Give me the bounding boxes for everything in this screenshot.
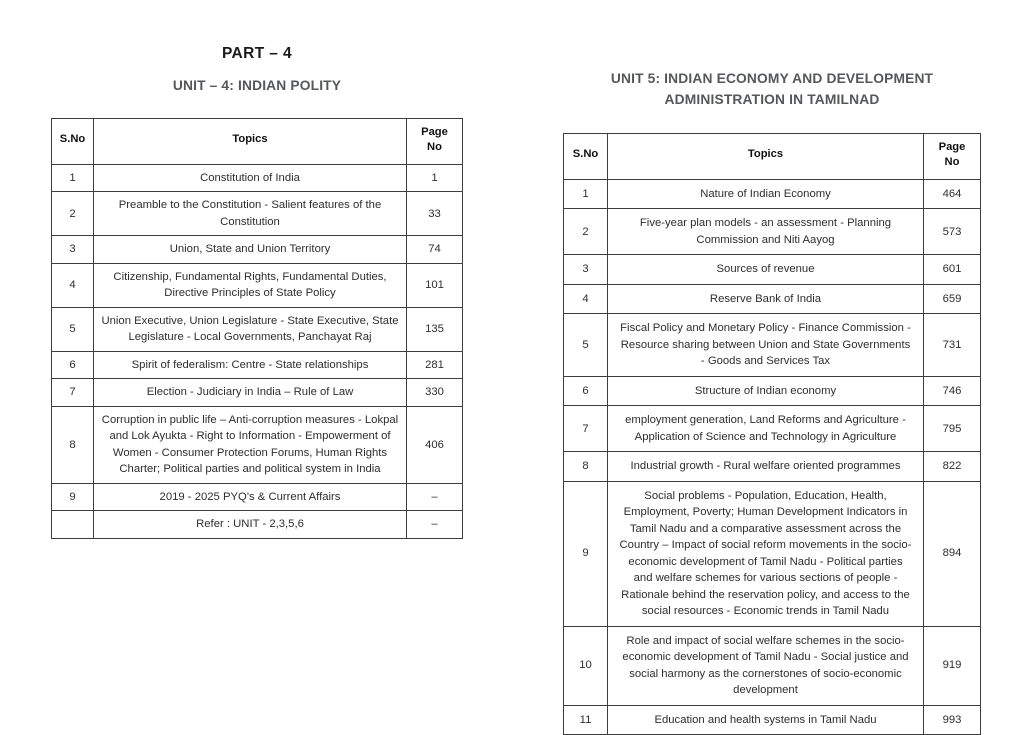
table-row [52,379,463,406]
cell-page-no: 74 [407,236,463,263]
cell-topic: Nature of Indian Economy [608,179,924,208]
column-header-page-line1: Page [938,140,966,153]
cell-topic: Corruption in public life – Anti-corruption measures - Lokpal and Lok Ayukta - Right to Information - Empowerment of Women - Consumer Protection Forums, Human Rights Charter; Political parties and political system in India [94,406,407,483]
cell-sno: 2 [564,209,608,255]
column-header-sno: S.No [52,118,94,164]
left-table-wrapper [51,97,463,539]
cell-topic: Refer : UNIT - 2,3,5,6 [94,511,407,538]
table-row [52,164,463,191]
column-header-page-line2: No [944,155,960,168]
table-row [52,483,463,510]
column-header-topics: Topics [94,118,407,164]
cell-sno: 4 [564,284,608,313]
cell-page-no: 573 [924,209,981,255]
column-header-topics: Topics [608,133,924,179]
column-header-page-line2: No [427,140,442,153]
part-heading: PART – 4 [221,45,293,62]
table-row [564,376,981,405]
cell-topic: Citizenship, Fundamental Rights, Fundamental Duties, Directive Principles of State Policy [94,263,407,307]
right-column [563,0,981,735]
table-row [564,705,981,734]
cell-page-no: 1 [407,164,463,191]
unit-5-heading-line1: UNIT 5: INDIAN ECONOMY AND DEVELOPMENT [610,71,934,86]
table-row [564,626,981,705]
cell-page-no: 822 [924,452,981,481]
column-header-sno: S.No [564,133,608,179]
cell-page-no: – [407,511,463,538]
cell-topic: Constitution of India [94,164,407,191]
cell-topic: Election - Judiciary in India – Rule of Law [94,379,407,406]
cell-page-no: 731 [924,314,981,376]
table-row [52,351,463,378]
left-column [51,0,463,539]
table-row [564,255,981,284]
cell-sno: 11 [564,705,608,734]
table-row [52,236,463,263]
cell-sno: 7 [564,406,608,452]
cell-sno: 9 [564,481,608,626]
cell-sno: 6 [564,376,608,405]
cell-topic: Preamble to the Constitution - Salient features of the Constitution [94,192,407,236]
cell-topic: Fiscal Policy and Monetary Policy - Finance Commission - Resource sharing between Union and State Governments - Goods and Services Tax [608,314,924,376]
header-row [564,133,981,179]
cell-sno: 8 [52,406,94,483]
table-header [564,133,981,179]
cell-topic: Education and health systems in Tamil Nadu [608,705,924,734]
cell-topic: Structure of Indian economy [608,376,924,405]
table-row [52,192,463,236]
cell-topic: Five-year plan models - an assessment - Planning Commission and Niti Aayog [608,209,924,255]
table-row [52,406,463,483]
cell-topic: Union Executive, Union Legislature - State Executive, State Legislature - Local Governments, Panchayat Raj [94,307,407,351]
cell-page-no: 406 [407,406,463,483]
cell-topic: employment generation, Land Reforms and Agriculture - Application of Science and Technology in Agriculture [608,406,924,452]
cell-page-no: 659 [924,284,981,313]
cell-page-no: 993 [924,705,981,734]
header-row [52,118,463,164]
table-body [52,164,463,538]
table-row [564,179,981,208]
cell-topic: Social problems - Population, Education, Health, Employment, Poverty; Human Development Indicators in Tamil Nadu and a comparative assessment across the Country – Impact of social reform movements in the socio-economic development of Tamil Nadu - Political parties and welfare schemes for various sections of people - Rationale behind the reservation policy, and access to the social resources - Economic trends in Tamil Nadu [608,481,924,626]
cell-topic: Industrial growth - Rural welfare oriented programmes [608,452,924,481]
table-row [564,284,981,313]
column-header-page [924,133,981,179]
cell-topic: Reserve Bank of India [608,284,924,313]
table-row [564,406,981,452]
table-row [52,511,463,538]
right-table-wrapper [563,111,981,735]
column-header-page-line1: Page [421,125,448,138]
cell-topic: Role and impact of social welfare schemes in the socio-economic development of Tamil Nadu - Social justice and social harmony as the cornerstones of socio-economic development [608,626,924,705]
cell-sno: 9 [52,483,94,510]
cell-page-no: 601 [924,255,981,284]
cell-topic: Spirit of federalism: Centre - State relationships [94,351,407,378]
cell-page-no: 746 [924,376,981,405]
cell-page-no: 464 [924,179,981,208]
unit-5-heading-line2: ADMINISTRATION IN TAMILNAD [664,92,880,108]
cell-sno: 3 [564,255,608,284]
cell-page-no: 795 [924,406,981,452]
cell-page-no: 33 [407,192,463,236]
cell-topic: Sources of revenue [608,255,924,284]
cell-page-no: – [407,483,463,510]
cell-sno: 6 [52,351,94,378]
cell-page-no: 135 [407,307,463,351]
cell-sno: 7 [52,379,94,406]
cell-sno: 10 [564,626,608,705]
column-header-page [407,118,463,164]
cell-page-no: 894 [924,481,981,626]
cell-sno: 5 [564,314,608,376]
table-row [564,314,981,376]
table-row [52,263,463,307]
cell-sno: 1 [52,164,94,191]
cell-page-no: 919 [924,626,981,705]
unit-5-toc-table [563,133,981,735]
cell-sno [52,511,94,538]
cell-sno: 2 [52,192,94,236]
cell-page-no: 281 [407,351,463,378]
table-row [52,307,463,351]
cell-sno: 4 [52,263,94,307]
cell-sno: 1 [564,179,608,208]
unit-4-toc-table [51,118,463,539]
cell-sno: 3 [52,236,94,263]
table-row [564,481,981,626]
unit-5-heading [563,0,981,111]
cell-topic: Union, State and Union Territory [94,236,407,263]
cell-page-no: 330 [407,379,463,406]
cell-page-no: 101 [407,263,463,307]
cell-sno: 5 [52,307,94,351]
table-row [564,452,981,481]
table-row [564,209,981,255]
unit-4-heading: UNIT – 4: INDIAN POLITY [172,78,342,94]
table-body [564,179,981,734]
cell-topic: 2019 - 2025 PYQ's & Current Affairs [94,483,407,510]
table-header [52,118,463,164]
cell-sno: 8 [564,452,608,481]
